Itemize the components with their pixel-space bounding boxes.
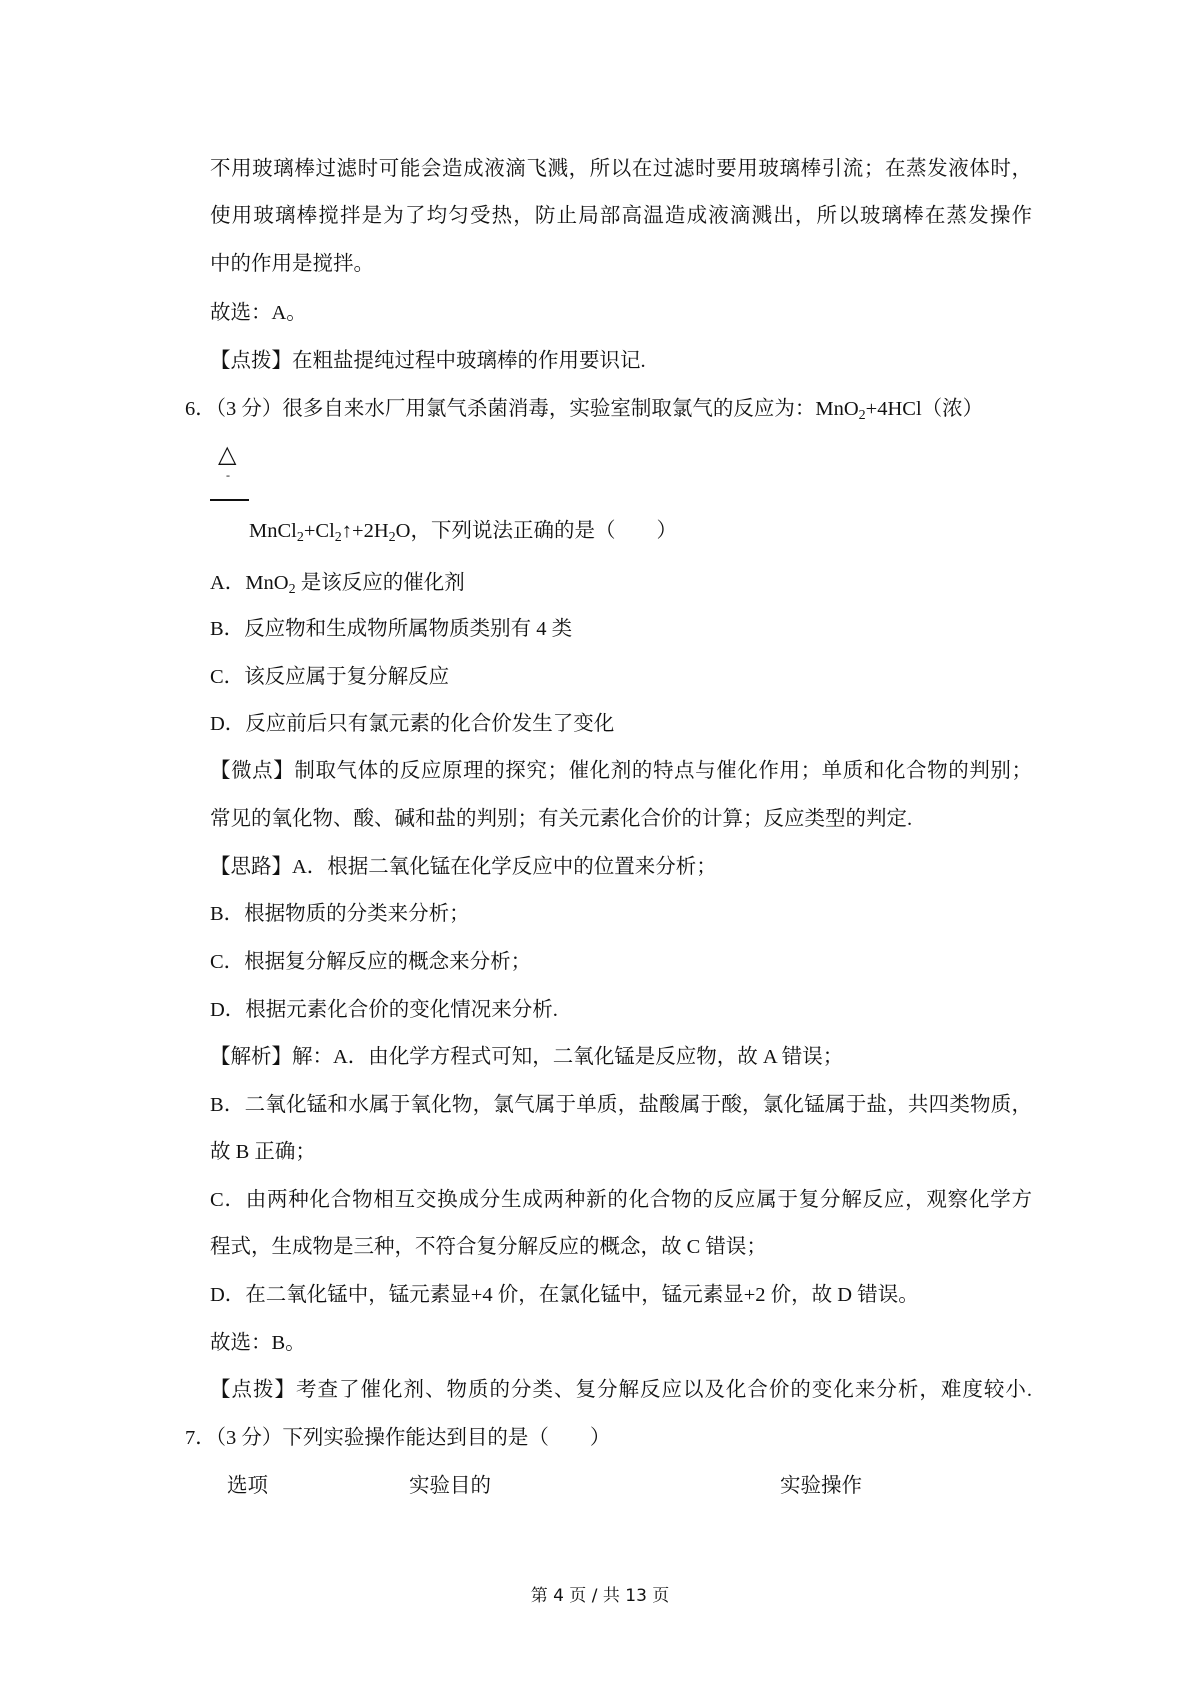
q6-knowledge-line-1 bbox=[210, 759, 1032, 783]
product-subscript: 2 bbox=[296, 530, 304, 545]
knowledge-label: 【微点】 bbox=[210, 760, 295, 782]
q6-option-a bbox=[210, 571, 465, 595]
q6-knowledge-line-2: 常见的氧化物、酸、碱和盐的判别；有关元素化合价的计算；反应类型的判定. bbox=[210, 808, 913, 830]
condition-mark: - bbox=[226, 468, 230, 482]
product-part: MnCl bbox=[249, 520, 297, 542]
q6-tip-label: 【点拨】 bbox=[210, 1379, 296, 1401]
solution-label: 【解析】 bbox=[210, 1046, 292, 1068]
thinking-text: A．根据二氧化锰在化学反应中的位置来分析； bbox=[292, 856, 717, 878]
q6-thinking-line-4: D．根据元素化合价的变化情况来分析. bbox=[210, 999, 558, 1021]
option-text: 反应前后只有氯元素的化合价发生了变化 bbox=[245, 713, 615, 735]
q6-option-c bbox=[210, 665, 449, 689]
q6-stem-text-end: +4HCl（浓） bbox=[865, 398, 984, 420]
solution-text: 解：A．由化学方程式可知，二氧化锰是反应物，故 A 错误； bbox=[292, 1046, 844, 1068]
q5-analysis-line-2: 使用玻璃棒搅拌是为了均匀受热，防止局部高温造成液滴溅出，所以玻璃棒在蒸发操作 bbox=[210, 205, 1032, 227]
q7-stem-text: 下列实验操作能达到目的是（ ） bbox=[282, 1427, 611, 1449]
q5-tip bbox=[210, 349, 646, 373]
option-subscript: 2 bbox=[288, 582, 296, 597]
option-label: B． bbox=[210, 618, 245, 640]
q7-score: （3 分） bbox=[215, 1427, 283, 1449]
q5-tip-label: 【点拨】 bbox=[210, 350, 292, 372]
q6-solution-line-4: C．由两种化合物相互交换成分生成两种新的化合物的反应属于复分解反应，观察化学方 bbox=[210, 1189, 1032, 1211]
option-text-end: 是该反应的催化剂 bbox=[295, 572, 465, 594]
q7-number: 7． bbox=[185, 1427, 216, 1449]
q6-tip-text: 考查了催化剂、物质的分类、复分解反应以及化合价的变化来分析，难度较小. bbox=[296, 1379, 1032, 1401]
heating-condition-icon: △ bbox=[218, 442, 237, 468]
q5-analysis-line-1: 不用玻璃棒过滤时可能会造成液滴飞溅，所以在过滤时要用玻璃棒引流；在蒸发液体时， bbox=[210, 158, 1032, 180]
q7-stem bbox=[185, 1426, 610, 1450]
q6-number: 6． bbox=[185, 398, 216, 420]
q6-solution-line-1 bbox=[210, 1045, 843, 1069]
q6-stem bbox=[185, 397, 983, 421]
q6-tip bbox=[210, 1378, 1032, 1402]
q6-solution-line-5: 程式，生成物是三种，不符合复分解反应的概念，故 C 错误； bbox=[210, 1236, 767, 1258]
page-footer: 第 4 页 / 共 13 页 bbox=[530, 1586, 670, 1606]
q6-solution-line-2: B．二氧化锰和水属于氧化物，氯气属于单质，盐酸属于酸，氯化锰属于盐，共四类物质， bbox=[210, 1094, 1032, 1116]
q6-stem-text: 很多自来水厂用氯气杀菌消毒，实验室制取氯气的反应为：MnO bbox=[282, 398, 859, 420]
q6-solution-line-3: 故 B 正确； bbox=[210, 1141, 316, 1163]
q6-answer: 故选：B。 bbox=[210, 1332, 306, 1354]
product-subscript: 2 bbox=[388, 530, 396, 545]
option-text: 反应物和生成物所属物质类别有 4 类 bbox=[244, 618, 573, 640]
option-text: MnO bbox=[245, 572, 289, 594]
q6-option-d bbox=[210, 712, 614, 736]
option-label: C． bbox=[210, 666, 245, 688]
table-header-option: 选项 bbox=[227, 1475, 268, 1497]
product-part: O，下列说法正确的是（ ） bbox=[395, 520, 677, 542]
q5-tip-text: 在粗盐提纯过程中玻璃棒的作用要识记. bbox=[292, 350, 646, 372]
option-text: 该反应属于复分解反应 bbox=[244, 666, 450, 688]
table-header-operation: 实验操作 bbox=[780, 1475, 862, 1497]
q5-answer: 故选：A。 bbox=[210, 302, 307, 324]
table-header-purpose: 实验目的 bbox=[409, 1475, 491, 1497]
option-label: A． bbox=[210, 572, 246, 594]
q5-analysis-line-3: 中的作用是搅拌。 bbox=[210, 253, 374, 275]
q6-option-b bbox=[210, 617, 572, 641]
q6-stem-subscript: 2 bbox=[858, 408, 866, 423]
q6-thinking-line-1 bbox=[210, 855, 717, 879]
thinking-label: 【思路】 bbox=[210, 856, 292, 878]
q6-products bbox=[249, 519, 677, 543]
reaction-equals-rule bbox=[210, 499, 249, 501]
knowledge-text: 制取气体的反应原理的探究；催化剂的特点与催化作用；单质和化合物的判别； bbox=[294, 760, 1032, 782]
q6-thinking-line-3: C．根据复分解反应的概念来分析； bbox=[210, 951, 532, 973]
product-subscript: 2 bbox=[334, 530, 342, 545]
q6-thinking-line-2: B．根据物质的分类来分析； bbox=[210, 903, 470, 925]
q6-solution-line-6: D．在二氧化锰中，锰元素显+4 价，在氯化锰中，锰元素显+2 价，故 D 错误。 bbox=[210, 1284, 919, 1306]
product-part: +Cl bbox=[303, 520, 335, 542]
product-part: ↑+2H bbox=[341, 520, 389, 542]
option-label: D． bbox=[210, 713, 246, 735]
q6-score: （3 分） bbox=[215, 398, 283, 420]
